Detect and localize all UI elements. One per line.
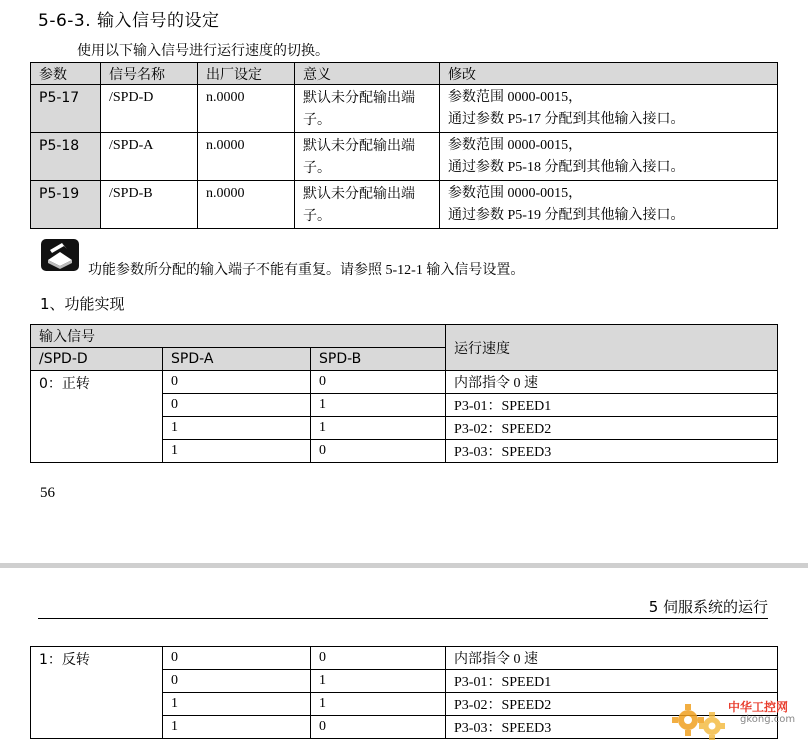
default-cell: n.0000 xyxy=(198,133,295,181)
watermark-url: gkong.com xyxy=(740,714,796,725)
speed-header: 运行速度 xyxy=(446,325,778,371)
watermark-name: 中华工控网 xyxy=(728,700,789,714)
table-row xyxy=(31,371,778,394)
note-text: 功能参数所分配的输入端子不能有重复。请参照 5-12-1 输入信号设置。 xyxy=(88,263,525,278)
signal-cell: /SPD-A xyxy=(101,133,198,181)
speed-cell: P3-03：SPEED3 xyxy=(446,716,778,739)
spd-a-cell: 0 xyxy=(163,394,311,417)
meaning-cell: 默认未分配输出端子。 xyxy=(295,181,440,229)
modify-range: 参数范围 0000-0015， xyxy=(448,138,583,153)
speed-cell: P3-01：SPEED1 xyxy=(446,394,778,417)
section-number: 5-6-3. xyxy=(38,11,92,31)
speed-cell: P3-02：SPEED2 xyxy=(446,693,778,716)
direction-cell: 1：反转 xyxy=(31,647,163,739)
spd-b-cell: 1 xyxy=(311,693,446,716)
watermark xyxy=(672,694,804,746)
spd-b-cell: 0 xyxy=(311,716,446,739)
col-header-spd-d: /SPD-D xyxy=(31,348,163,371)
direction-cell: 0：正转 xyxy=(31,371,163,463)
spd-b-cell: 0 xyxy=(311,371,446,394)
table-row xyxy=(31,181,778,229)
spd-b-cell: 1 xyxy=(311,417,446,440)
modify-range: 参数范围 0000-0015， xyxy=(448,90,583,105)
table-row xyxy=(31,85,778,133)
spd-a-cell: 1 xyxy=(163,716,311,739)
spd-b-cell: 0 xyxy=(311,440,446,463)
meaning-cell: 默认未分配输出端子。 xyxy=(295,133,440,181)
chapter-rule xyxy=(38,618,768,619)
table-row xyxy=(31,133,778,181)
modify-assign: 通过参数 P5-19 分配到其他输入接口。 xyxy=(448,208,685,223)
col-header-spd-b: SPD-B xyxy=(311,348,446,371)
speed-cell: P3-02：SPEED2 xyxy=(446,417,778,440)
signal-cell: /SPD-D xyxy=(101,85,198,133)
signal-cell: /SPD-B xyxy=(101,181,198,229)
col-header-spd-a: SPD-A xyxy=(163,348,311,371)
page-divider xyxy=(0,563,808,568)
header-modify: 修改 xyxy=(440,63,778,85)
input-signal-header: 输入信号 xyxy=(31,325,446,348)
meaning-cell: 默认未分配输出端子。 xyxy=(295,85,440,133)
speed-cell: 内部指令 0 速 xyxy=(446,371,778,394)
gear-logo-icon xyxy=(672,700,730,742)
modify-assign: 通过参数 P5-18 分配到其他输入接口。 xyxy=(448,160,685,175)
modify-cell xyxy=(440,133,778,181)
modify-assign: 通过参数 P5-17 分配到其他输入接口。 xyxy=(448,112,685,127)
subsection-title: 1、功能实现 xyxy=(40,295,125,313)
param-cell: P5-18 xyxy=(31,133,101,181)
spd-b-cell: 0 xyxy=(311,647,446,670)
header-meaning: 意义 xyxy=(295,63,440,85)
spd-a-cell: 0 xyxy=(163,670,311,693)
modify-range: 参数范围 0000-0015， xyxy=(448,186,583,201)
spd-a-cell: 0 xyxy=(163,371,311,394)
section-intro: 使用以下输入信号进行运行速度的切换。 xyxy=(77,43,329,59)
default-cell: n.0000 xyxy=(198,85,295,133)
speed-cell: P3-01：SPEED1 xyxy=(446,670,778,693)
speed-cell: 内部指令 0 速 xyxy=(446,647,778,670)
spd-b-cell: 1 xyxy=(311,394,446,417)
speed-table-continued xyxy=(30,646,778,739)
parameter-table xyxy=(30,62,778,229)
spd-a-cell: 1 xyxy=(163,417,311,440)
header-param: 参数 xyxy=(31,63,101,85)
page-number: 56 xyxy=(40,485,55,501)
table-header-row xyxy=(31,325,778,348)
spd-a-cell: 1 xyxy=(163,693,311,716)
section-title xyxy=(38,6,220,31)
modify-cell xyxy=(440,85,778,133)
book-note-icon xyxy=(40,238,80,272)
speed-cell: P3-03：SPEED3 xyxy=(446,440,778,463)
spd-a-cell: 1 xyxy=(163,440,311,463)
section-title-text: 输入信号的设定 xyxy=(97,11,220,31)
param-cell: P5-17 xyxy=(31,85,101,133)
chapter-title: 5 伺服系统的运行 xyxy=(648,598,768,616)
table-row xyxy=(31,647,778,670)
speed-table xyxy=(30,324,778,463)
table-header-row xyxy=(31,63,778,85)
spd-a-cell: 0 xyxy=(163,647,311,670)
header-default: 出厂设定 xyxy=(198,63,295,85)
default-cell: n.0000 xyxy=(198,181,295,229)
param-cell: P5-19 xyxy=(31,181,101,229)
modify-cell xyxy=(440,181,778,229)
spd-b-cell: 1 xyxy=(311,670,446,693)
header-signal-name: 信号名称 xyxy=(101,63,198,85)
